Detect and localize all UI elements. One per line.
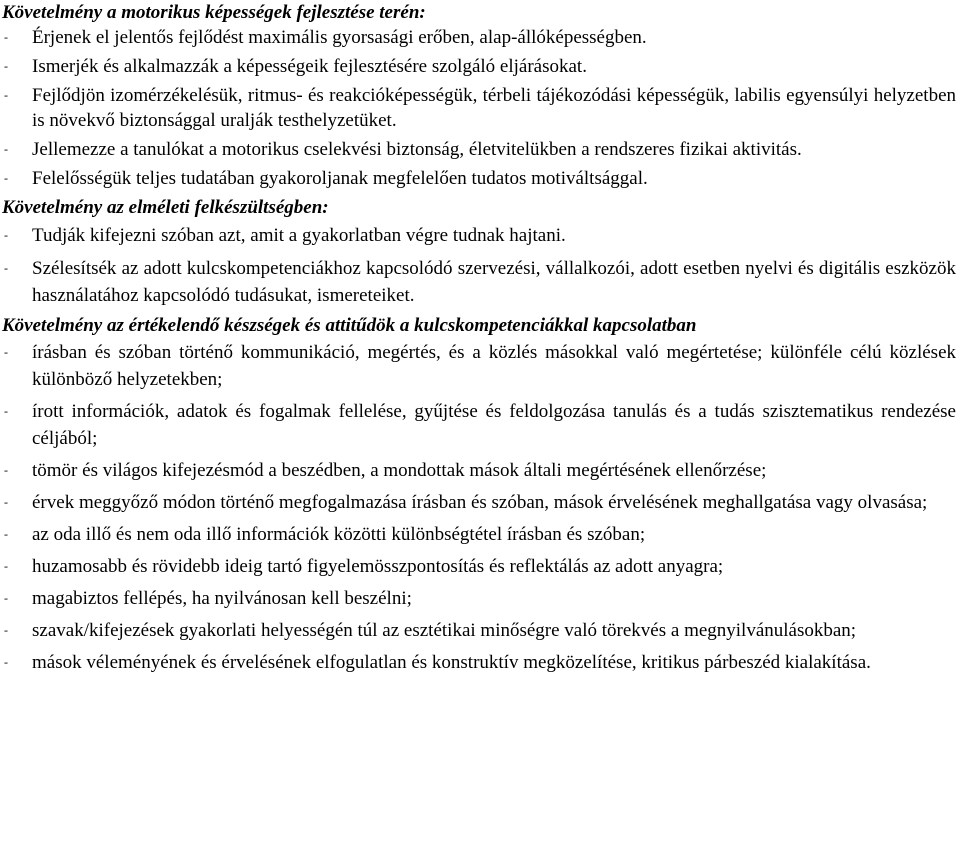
- list-item-text: Érjenek el jelentős fejlődést maximális gyorsasági erőben, alap-állóképességben.: [32, 27, 647, 48]
- theory-list: [2, 222, 956, 309]
- list-item-text: Ismerjék és alkalmazzák a képességeik fejlesztésére szolgáló eljárásokat.: [32, 56, 587, 77]
- section-heading-theory: Követelmény az elméleti felkészültségben:: [2, 197, 329, 218]
- bullet-icon: -: [4, 463, 8, 477]
- bullet-icon: -: [4, 171, 8, 185]
- list-item: [2, 585, 956, 612]
- bullet-icon: -: [4, 559, 8, 573]
- bullet-icon: -: [4, 495, 8, 509]
- list-item: [2, 255, 956, 309]
- list-item-text: tömör és világos kifejezésmód a beszédben, a mondottak mások általi megértésének ellenőrzése;: [32, 460, 767, 481]
- list-item: [2, 553, 956, 580]
- list-item-text: Felelősségük teljes tudatában gyakoroljanak megfelelően tudatos motiváltsággal.: [32, 168, 648, 189]
- list-item-text: mások véleményének és érvelésének elfogulatlan és konstruktív megközelítése, kritikus párbeszéd kialakítása.: [32, 652, 871, 673]
- list-item-text: Fejlődjön izomérzékelésük, ritmus- és reakcióképességük, térbeli tájékozódási képességük, labilis egyensúlyi helyzetben is növekvő biztonsággal uralják testhelyzetüket.: [32, 85, 956, 131]
- list-item-text: írásban és szóban történő kommunikáció, megértés, és a közlés másokkal való megértetése; különféle célú közlések különböző helyzetekben;: [32, 342, 956, 390]
- attitudes-list: [2, 339, 956, 676]
- list-item: [2, 457, 956, 484]
- bullet-icon: -: [4, 404, 8, 418]
- list-item: [2, 137, 956, 162]
- list-item: [2, 617, 956, 644]
- list-item-text: szavak/kifejezések gyakorlati helyességén túl az esztétikai minőségre való törekvés a megnyilvánulásokban;: [32, 620, 857, 641]
- list-item: [2, 222, 956, 249]
- list-item: [2, 54, 956, 79]
- list-item: [2, 339, 956, 393]
- bullet-icon: -: [4, 59, 8, 73]
- bullet-icon: -: [4, 30, 8, 44]
- list-item-text: írott információk, adatok és fogalmak fellelése, gyűjtése és feldolgozása tanulás és a tudás szisztematikus rendezése céljából;: [32, 401, 956, 449]
- list-item-text: Tudják kifejezni szóban azt, amit a gyakorlatban végre tudnak hajtani.: [32, 225, 566, 246]
- list-item-text: magabiztos fellépés, ha nyilvánosan kell beszélni;: [32, 588, 412, 609]
- section-heading-attitudes: Követelmény az értékelendő készségek és attitűdök a kulcskompetenciákkal kapcsolatban: [2, 315, 697, 336]
- motor-skills-list: [2, 25, 956, 191]
- list-item: [2, 398, 956, 452]
- list-item: [2, 489, 956, 516]
- list-item-text: Szélesítsék az adott kulcskompetenciákhoz kapcsolódó szervezési, vállalkozói, adott esetben nyelvi és digitális eszközök használatához kapcsolódó tudásukat, ismereteiket.: [32, 258, 956, 306]
- list-item-text: huzamosabb és rövidebb ideig tartó figyelemösszpontosítás és reflektálás az adott anyagra;: [32, 556, 724, 577]
- list-item-text: érvek meggyőző módon történő megfogalmazása írásban és szóban, mások érvelésének meghallgatása vagy olvasása;: [32, 492, 928, 513]
- bullet-icon: -: [4, 142, 8, 156]
- list-item: [2, 166, 956, 191]
- bullet-icon: -: [4, 591, 8, 605]
- bullet-icon: -: [4, 623, 8, 637]
- section-heading-motor-skills: Követelmény a motorikus képességek fejlesztése terén:: [2, 2, 426, 23]
- bullet-icon: -: [4, 228, 8, 242]
- bullet-icon: -: [4, 527, 8, 541]
- list-item: [2, 521, 956, 548]
- list-item: [2, 649, 956, 676]
- bullet-icon: -: [4, 655, 8, 669]
- bullet-icon: -: [4, 88, 8, 102]
- list-item-text: az oda illő és nem oda illő információk közötti különbségtétel írásban és szóban;: [32, 524, 646, 545]
- bullet-icon: -: [4, 261, 8, 275]
- list-item: [2, 83, 956, 133]
- bullet-icon: -: [4, 345, 8, 359]
- list-item-text: Jellemezze a tanulókat a motorikus cselekvési biztonság, életvitelükben a rendszeres fizikai aktivitás.: [32, 139, 802, 160]
- list-item: [2, 25, 956, 50]
